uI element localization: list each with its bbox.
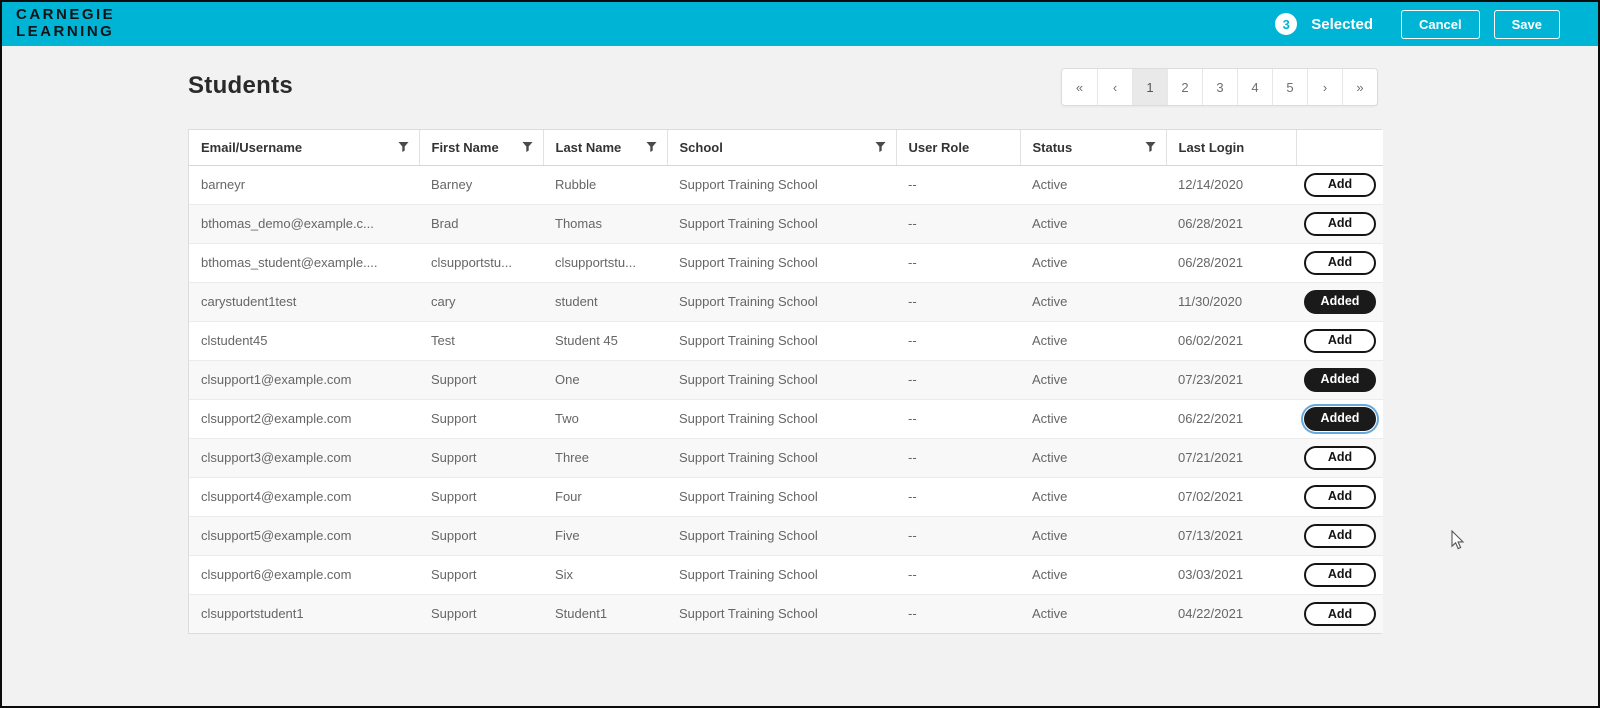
cell-last-login: 07/02/2021 [1166,477,1296,516]
cell-last-name: Three [543,438,667,477]
cell-status: Active [1020,165,1166,204]
cell-action [1296,165,1383,204]
topbar-actions [1275,10,1560,39]
cell-status: Active [1020,438,1166,477]
cell-status: Active [1032,606,1068,622]
added-button[interactable]: Added [1304,290,1376,314]
cell-school: Support Training School [667,516,896,555]
cell-first-name: Test [419,321,543,360]
cell-email: clsupport1@example.com [189,360,419,399]
column-header-email [189,130,419,165]
page-button-2[interactable]: 2 [1167,69,1202,105]
column-label-email: Email/Username [201,139,303,155]
column-header-action [1296,130,1383,165]
cell-last-login: 03/03/2021 [1166,555,1296,594]
cell-first-name: Support [431,606,477,622]
cell-first-name: Support [419,438,543,477]
cell-status: Active [1020,321,1166,360]
cell-first-name: clsupportstu... [419,243,543,282]
filter-icon-email[interactable] [398,142,409,153]
page-button-5[interactable]: 5 [1272,69,1307,105]
cell-school: Support Training School [667,555,896,594]
cell-email: clsupport5@example.com [189,516,419,555]
cell-last-name: Rubble [543,165,667,204]
cell-school: Support Training School [667,360,896,399]
cell-last-login: 07/13/2021 [1166,516,1296,555]
cell-action [1296,594,1383,633]
table-row [189,399,1383,438]
cell-email: barneyr [189,165,419,204]
cell-user-role: -- [896,360,1020,399]
cell-school: Support Training School [667,399,896,438]
selected-count-badge: 3 [1275,13,1297,35]
table-row [189,516,1383,555]
cell-school: Support Training School [667,165,896,204]
cell-last-name: Four [543,477,667,516]
column-label-user-role: User Role [908,139,970,155]
cell-school: Support Training School [667,282,896,321]
add-button[interactable]: Add [1304,524,1376,548]
cell-first-name: cary [419,282,543,321]
add-button[interactable]: Add [1304,485,1376,509]
add-button[interactable]: Add [1304,563,1376,587]
cell-first-name: Barney [419,165,543,204]
filter-icon-school[interactable] [875,142,886,153]
page-button-3[interactable]: 3 [1202,69,1237,105]
mouse-cursor [1448,530,1466,552]
cell-last-login: 07/21/2021 [1166,438,1296,477]
cell-email: carystudent1test [189,282,419,321]
page-button-‹[interactable]: ‹ [1097,69,1132,105]
pagination [1061,68,1378,106]
filter-icon-status[interactable] [1145,142,1156,153]
cell-status: Active [1020,243,1166,282]
cell-school: Support Training School [667,321,896,360]
table-row [189,243,1383,282]
cell-user-role: -- [896,399,1020,438]
cell-school: Support Training School [667,243,896,282]
cell-first-name: Support [419,555,543,594]
cell-last-login: 04/22/2021 [1178,606,1244,622]
cell-status: Active [1020,282,1166,321]
cell-first-name: Support [419,516,543,555]
table-row [189,594,1383,633]
cell-last-name: Six [543,555,667,594]
cell-last-name: student [543,282,667,321]
cell-last-name: One [543,360,667,399]
cell-last-name: clsupportstu... [543,243,667,282]
cell-first-name: Support [419,399,543,438]
cell-action [1296,360,1383,399]
cell-last-name: Student1 [555,606,608,622]
cell-school: Support Training School [679,606,818,622]
table-header-row [189,130,1383,165]
cell-status: Active [1020,399,1166,438]
cell-user-role: -- [896,243,1020,282]
cell-last-name: Thomas [543,204,667,243]
cell-action [1296,282,1383,321]
cell-email: clsupport2@example.com [189,399,419,438]
carnegie-learning-logo [16,7,115,41]
page-title: Students [188,72,294,99]
page-button-›[interactable]: › [1307,69,1342,105]
page-button-«[interactable]: « [1062,69,1097,105]
table-body [189,165,1383,633]
cell-user-role: -- [896,438,1020,477]
add-button[interactable]: Add [1304,602,1376,626]
cell-user-role: -- [896,204,1020,243]
cell-first-name: Brad [419,204,543,243]
column-label-last-name: Last Name [555,139,622,155]
selected-label: Selected [1311,15,1373,33]
cell-action [1296,243,1383,282]
column-header-last-login [1166,130,1296,165]
cell-action [1296,516,1383,555]
logo-line-2: LEARNING [16,23,115,40]
cell-last-name: Student 45 [543,321,667,360]
cell-email: clsupport3@example.com [189,438,419,477]
cell-user-role: -- [896,555,1020,594]
cell-email: clsupport6@example.com [189,555,419,594]
cell-school: Support Training School [667,204,896,243]
cell-last-login: 06/02/2021 [1166,321,1296,360]
cell-last-login: 06/22/2021 [1166,399,1296,438]
cell-action [1296,555,1383,594]
column-header-first-name [419,130,543,165]
cell-last-login: 06/28/2021 [1166,204,1296,243]
add-button[interactable]: Add [1304,251,1376,275]
cell-school: Support Training School [667,438,896,477]
table-row [189,477,1383,516]
add-button[interactable]: Add [1304,329,1376,353]
cell-action [1296,477,1383,516]
cell-user-role: -- [896,321,1020,360]
add-button[interactable]: Add [1304,173,1376,197]
table-row [189,360,1383,399]
column-label-first-name: First Name [431,139,499,155]
cell-status: Active [1020,204,1166,243]
table-row [189,165,1383,204]
cell-first-name: Support [419,477,543,516]
cell-user-role: -- [896,477,1020,516]
cell-user-role: -- [896,516,1020,555]
column-header-school [667,130,896,165]
page-button-1[interactable]: 1 [1132,69,1167,105]
cell-first-name: Support [419,360,543,399]
cell-status: Active [1020,360,1166,399]
cell-action [1296,438,1383,477]
table-row [189,438,1383,477]
table-row [189,321,1383,360]
save-button[interactable]: Save [1494,10,1560,39]
add-button[interactable]: Add [1304,212,1376,236]
column-header-last-name [543,130,667,165]
table-row [189,204,1383,243]
students-table [188,129,1382,634]
filter-icon-last-name[interactable] [646,142,657,153]
added-button[interactable]: Added [1304,407,1376,431]
table-row [189,555,1383,594]
add-button[interactable]: Add [1304,446,1376,470]
cell-last-name: Two [543,399,667,438]
cell-status: Active [1020,555,1166,594]
cell-email: bthomas_demo@example.c... [189,204,419,243]
cell-status: Active [1020,516,1166,555]
added-button[interactable]: Added [1304,368,1376,392]
column-label-school: School [679,139,723,155]
cell-action [1296,321,1383,360]
cell-user-role: -- [896,282,1020,321]
column-header-user-role [896,130,1020,165]
page-button-»[interactable]: » [1342,69,1377,105]
column-label-last-login: Last Login [1178,139,1245,155]
cell-user-role: -- [908,606,917,622]
cell-school: Support Training School [667,477,896,516]
cancel-button[interactable]: Cancel [1401,10,1480,39]
filter-icon-first-name[interactable] [522,142,533,153]
cell-action [1296,204,1383,243]
cell-last-login: 07/23/2021 [1166,360,1296,399]
cell-email: clsupportstudent1 [201,606,304,622]
column-header-status [1020,130,1166,165]
cell-action [1296,399,1383,438]
cell-email: clsupport4@example.com [189,477,419,516]
cell-last-login: 11/30/2020 [1166,282,1296,321]
cell-status: Active [1020,477,1166,516]
cell-email: bthomas_student@example.... [189,243,419,282]
logo-line-1: CARNEGIE [16,6,116,24]
cell-last-login: 12/14/2020 [1166,165,1296,204]
top-bar [2,2,1598,46]
cell-last-name: Five [543,516,667,555]
cell-last-login: 06/28/2021 [1166,243,1296,282]
cell-user-role: -- [896,165,1020,204]
table-row [189,282,1383,321]
cell-email: clstudent45 [189,321,419,360]
page-button-4[interactable]: 4 [1237,69,1272,105]
column-label-status: Status [1032,139,1073,155]
